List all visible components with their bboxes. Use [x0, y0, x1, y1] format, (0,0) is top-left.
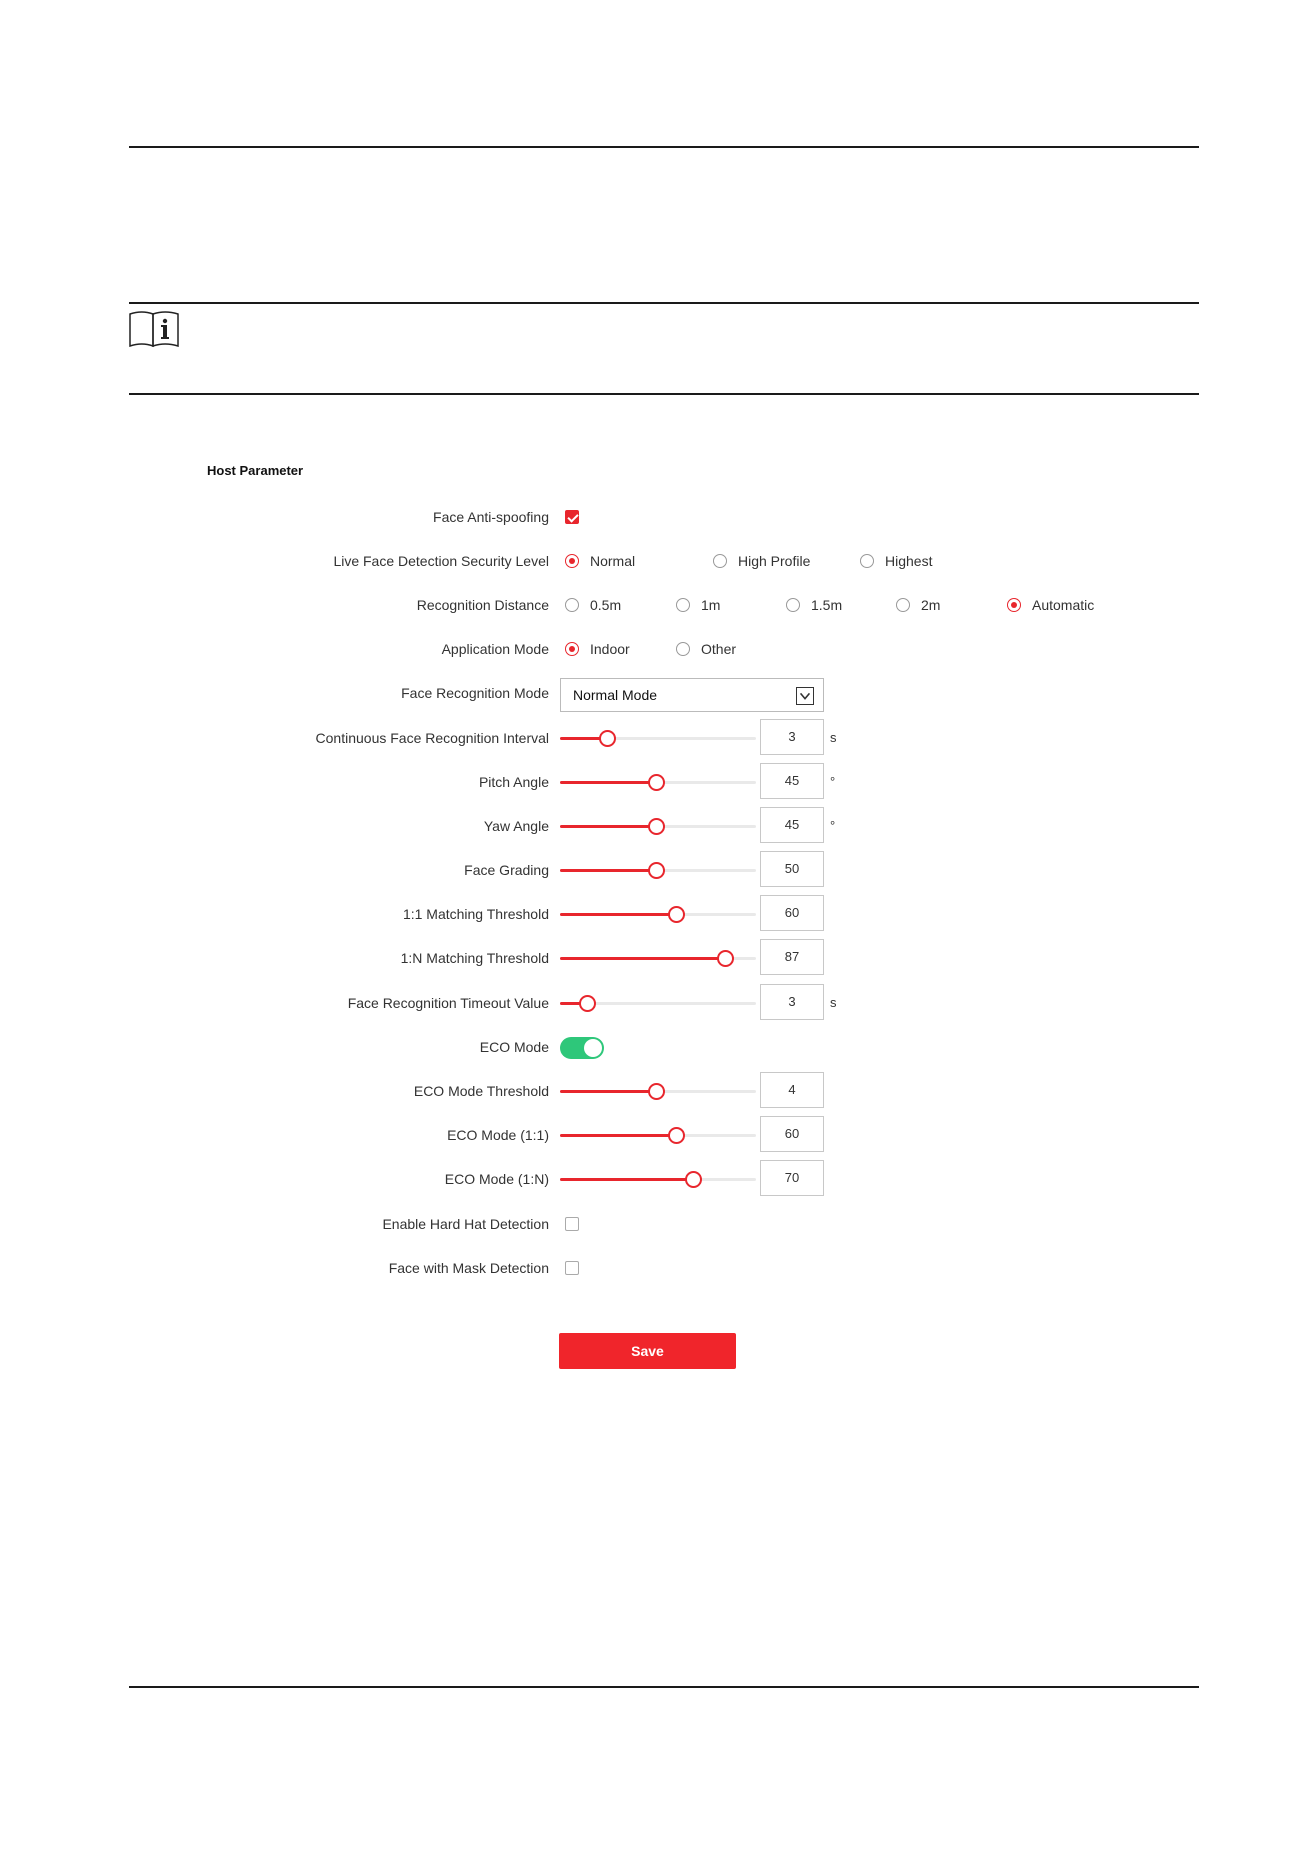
radio-icon[interactable]	[565, 598, 579, 612]
radio-selected-icon[interactable]	[1007, 598, 1021, 612]
face-recognition-mode-row	[0, 673, 1313, 713]
matching-1-n-input[interactable]: 87	[760, 939, 824, 975]
hard-hat-label: Enable Hard Hat Detection	[382, 1216, 549, 1232]
eco-1-n-input[interactable]: 70	[760, 1160, 824, 1196]
eco-1-n-label: ECO Mode (1:N)	[444, 1171, 549, 1187]
unit-label: s	[830, 995, 837, 1010]
timeout-value-label: Face Recognition Timeout Value	[347, 995, 549, 1011]
distance-1-5m-option[interactable]	[786, 585, 842, 625]
slider-thumb[interactable]	[648, 818, 665, 835]
live-face-level-normal-option[interactable]	[565, 541, 635, 581]
matching-1-n-label: 1:N Matching Threshold	[400, 950, 549, 966]
option-label: Other	[701, 641, 737, 657]
unit-label: °	[830, 774, 836, 789]
hard-hat-checkbox[interactable]	[565, 1217, 579, 1231]
eco-1-1-input[interactable]: 60	[760, 1116, 824, 1152]
eco-1-n-slider[interactable]	[560, 1178, 756, 1181]
bottom-rule	[129, 1686, 1199, 1688]
slider-thumb[interactable]	[599, 730, 616, 747]
option-label: Automatic	[1032, 597, 1095, 613]
slider-thumb[interactable]	[668, 906, 685, 923]
eco-mode-toggle[interactable]	[560, 1037, 604, 1059]
matching-1-1-label: 1:1 Matching Threshold	[402, 906, 549, 922]
face-recognition-mode-label: Face Recognition Mode	[401, 685, 549, 701]
note-top-rule	[129, 302, 1199, 304]
pitch-angle-label: Pitch Angle	[478, 774, 549, 790]
pitch-angle-row	[0, 762, 1313, 802]
application-mode-other-option[interactable]	[676, 629, 736, 669]
option-label: Normal	[590, 553, 636, 569]
slider-thumb[interactable]	[648, 774, 665, 791]
option-label: 1m	[701, 597, 721, 613]
face-recognition-mode-select[interactable]	[560, 678, 824, 712]
yaw-angle-input[interactable]: 45	[760, 807, 824, 843]
distance-1m-option[interactable]	[676, 585, 720, 625]
application-mode-row	[0, 629, 1313, 669]
slider-fill	[560, 781, 656, 784]
recognition-distance-row	[0, 585, 1313, 625]
eco-mode-row	[0, 1027, 1313, 1067]
continuous-interval-slider[interactable]	[560, 737, 756, 740]
slider-fill	[560, 869, 656, 872]
unit-label: °	[830, 818, 836, 833]
live-face-level-row	[0, 541, 1313, 581]
mask-detection-row	[0, 1248, 1313, 1288]
yaw-angle-slider[interactable]	[560, 825, 756, 828]
pitch-angle-slider[interactable]	[560, 781, 756, 784]
live-face-level-highest-option[interactable]	[860, 541, 932, 581]
continuous-interval-label: Continuous Face Recognition Interval	[315, 730, 549, 746]
timeout-value-row	[0, 983, 1313, 1023]
radio-icon[interactable]	[860, 554, 874, 568]
slider-fill	[560, 825, 656, 828]
slider-thumb[interactable]	[648, 862, 665, 879]
face-grading-slider[interactable]	[560, 869, 756, 872]
top-rule	[129, 146, 1199, 148]
application-mode-indoor-option[interactable]	[565, 629, 630, 669]
section-title: Host Parameter	[207, 463, 304, 478]
note-bottom-rule	[129, 393, 1199, 395]
application-mode-label: Application Mode	[441, 641, 549, 657]
mask-detection-label: Face with Mask Detection	[388, 1260, 549, 1276]
matching-1-n-row	[0, 938, 1313, 978]
slider-fill	[560, 913, 676, 916]
radio-icon[interactable]	[786, 598, 800, 612]
slider-thumb[interactable]	[717, 950, 734, 967]
face-anti-spoofing-row	[0, 497, 1313, 537]
distance-2m-option[interactable]	[896, 585, 940, 625]
option-label: 1.5m	[811, 597, 843, 613]
face-grading-row	[0, 850, 1313, 890]
continuous-interval-input[interactable]: 3	[760, 719, 824, 755]
option-label: 2m	[921, 597, 941, 613]
face-anti-spoofing-label: Face Anti-spoofing	[433, 509, 549, 525]
slider-thumb[interactable]	[648, 1083, 665, 1100]
slider-fill	[560, 1178, 693, 1181]
note-info-icon	[128, 308, 180, 348]
matching-1-1-input[interactable]: 60	[760, 895, 824, 931]
eco-1-1-slider[interactable]	[560, 1134, 756, 1137]
eco-threshold-input[interactable]: 4	[760, 1072, 824, 1108]
slider-fill	[560, 957, 725, 960]
eco-1-1-label: ECO Mode (1:1)	[447, 1127, 549, 1143]
distance-0-5m-option[interactable]	[565, 585, 621, 625]
eco-1-n-row	[0, 1159, 1313, 1199]
slider-thumb[interactable]	[579, 995, 596, 1012]
eco-threshold-slider[interactable]	[560, 1090, 756, 1093]
option-label: 0.5m	[590, 597, 622, 613]
radio-icon[interactable]	[676, 598, 690, 612]
mask-detection-checkbox[interactable]	[565, 1261, 579, 1275]
option-label: High Profile	[738, 553, 811, 569]
timeout-value-input[interactable]: 3	[760, 984, 824, 1020]
yaw-angle-label: Yaw Angle	[483, 818, 549, 834]
live-face-level-label: Live Face Detection Security Level	[333, 553, 549, 569]
distance-automatic-option[interactable]	[1007, 585, 1094, 625]
timeout-value-slider[interactable]	[560, 1002, 756, 1005]
matching-1-1-slider[interactable]	[560, 913, 756, 916]
select-value: Normal Mode	[573, 687, 658, 703]
save-button[interactable]: Save	[559, 1333, 736, 1369]
toggle-knob	[584, 1039, 602, 1057]
chevron-down-icon[interactable]	[796, 687, 814, 705]
slider-thumb[interactable]	[668, 1127, 685, 1144]
recognition-distance-label: Recognition Distance	[416, 597, 549, 613]
yaw-angle-row	[0, 806, 1313, 846]
unit-label: s	[830, 730, 837, 745]
eco-threshold-row	[0, 1071, 1313, 1111]
radio-icon[interactable]	[713, 554, 727, 568]
eco-1-1-row	[0, 1115, 1313, 1155]
live-face-level-high-profile-option[interactable]	[713, 541, 810, 581]
matching-1-n-slider[interactable]	[560, 957, 756, 960]
eco-mode-label: ECO Mode	[479, 1039, 549, 1055]
pitch-angle-input[interactable]: 45	[760, 763, 824, 799]
matching-1-1-row	[0, 894, 1313, 934]
eco-threshold-label: ECO Mode Threshold	[413, 1083, 549, 1099]
option-label: Indoor	[590, 641, 630, 657]
slider-thumb[interactable]	[685, 1171, 702, 1188]
radio-icon[interactable]	[676, 642, 690, 656]
continuous-interval-row	[0, 718, 1313, 758]
option-label: Highest	[885, 553, 933, 569]
hard-hat-row	[0, 1204, 1313, 1244]
slider-fill	[560, 1090, 656, 1093]
slider-fill	[560, 1134, 676, 1137]
radio-selected-icon[interactable]	[565, 554, 579, 568]
face-grading-input[interactable]: 50	[760, 851, 824, 887]
face-grading-label: Face Grading	[464, 862, 549, 878]
face-anti-spoofing-checkbox[interactable]	[565, 510, 579, 524]
radio-selected-icon[interactable]	[565, 642, 579, 656]
radio-icon[interactable]	[896, 598, 910, 612]
